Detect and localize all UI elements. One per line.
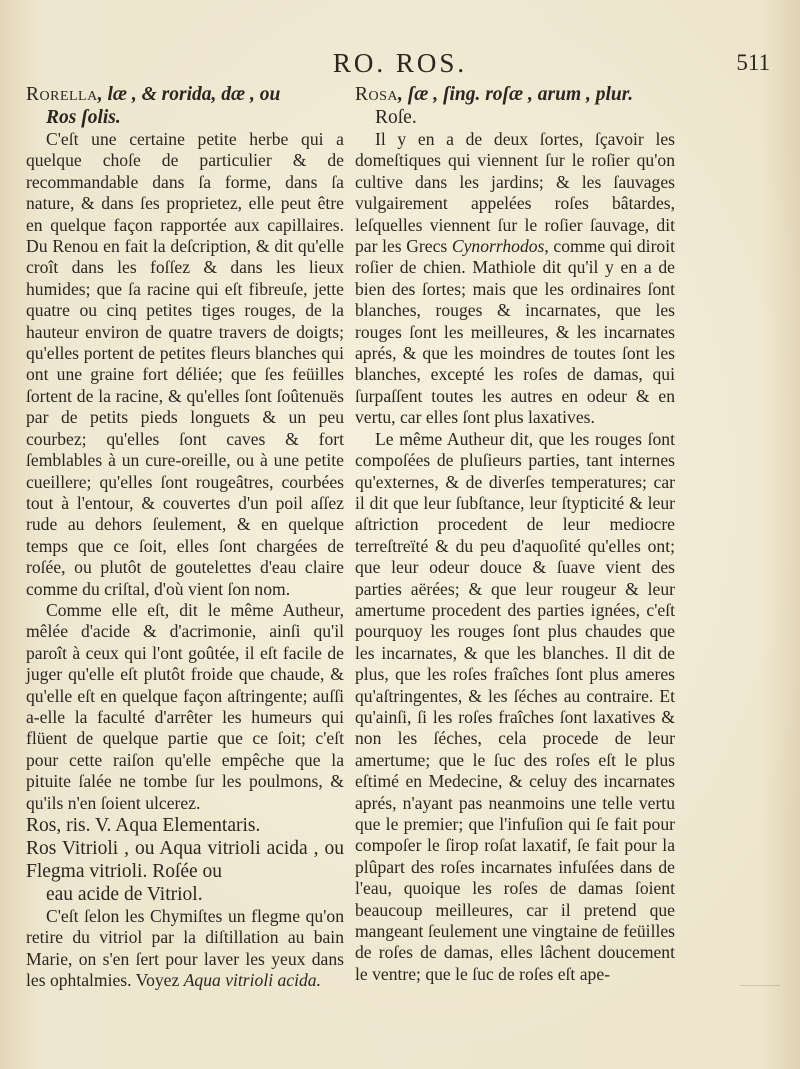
headword-translation: Roſe.	[375, 107, 417, 128]
right-column	[355, 83, 675, 985]
entry-heading-rosa	[355, 83, 675, 106]
entry-heading-line2	[26, 106, 344, 129]
entry-heading-ros	[26, 814, 344, 837]
entry-text-ros-vitrioli: C'eſt ſelon les Chymiſtes un flegme qu'on retire du vitriol par la diſtillation au bain Marie, on s'en ſert pour laver les yeux dans les ophtalmies. Voyez Aqua vitrioli acida.	[26, 906, 344, 991]
entry-text-rosa-1: Il y en a de deux ſortes, ſçavoir les domeſtiques qui viennent ſur le roſier qu'on cultive dans les jardins; & les ſauvages vulgairement appelées roſes bâtardes, leſquelles viennent ſur le roſier ſauvage, dit par les Grecs Cynorrhodos, comme qui diroit roſier de chien. Mathiole dit qu'il y en a de bien des ſortes; mais que les ordinaires ſont blanches, rouges & incarnates, que les rouges ſont les meilleures, & les incarnates aprés, & que les moindres de toutes ſont les blanches, excepté les roſes de damas, qui ſurpaſſent toutes les autres en odeur & en vertu, car elles ſont plus laxatives.	[355, 129, 676, 428]
greek-term: Cynorrhodos	[451, 236, 545, 257]
entry-heading-ros-vitrioli: Ros Vitrioli , ou Aqua vitrioli acida , ou Flegma vitrioli. Roſée ou	[26, 838, 344, 882]
see-also-reference: Aqua vitrioli acida.	[183, 970, 322, 991]
margin-mark	[740, 985, 780, 1006]
entry-text-rosa-2: Le même Autheur dit, que les rouges ſont compoſées de pluſieurs parties, tant internes qu'externes, & de diverſes temperatures; car il dit que leur ſubſtance, leur ſtypticité & leur aſtriction procedent de leur mediocre terreſtreïté & du peu d'aquoſité qu'elles ont; que leur odeur douce & ſuave vient des parties aërées; & que leur rougeur & leur amertume procedent des parties ignées, c'eſt pourquoy les rouges ſont plus chaudes que les incarnates, & que les blanches. Il dit de plus, que les roſes fraîches ſont plus ameres qu'aſtringentes, & les ſéches au contraire. Et qu'ainſi, ſi les roſes fraîches ſont laxatives & non les ſéches, cela procede de leur amertume; que le ſuc des roſes eſt le plus eſtimé en Medecine, & celuy des incarnates aprés, n'ayant pas neanmoins une telle vertu que le premier; que l'infuſion qui ſe fait pour compoſer le ſirop roſat laxatif, ſe fait pour la plûpart des roſes incarnates infuſées dans de l'eau, quoique les roſes de damas ſoient beaucoup meilleures, car il pretend que mangeant ſeulement une vingtaine de feüilles de roſes de damas, elles lâchent doucement le ventre; que le ſuc de roſes eſt ape-	[355, 428, 675, 984]
entry-text-rorella-2: Comme elle eſt, dit le même Autheur, mêlée d'acide & d'acrimonie, ainſi qu'il paroît à ceux qui l'ont goûtée, il eſt facile de juger qu'elle eſt plutôt froide que chaude, & qu'elle eſt en quelque façon aſtringente; auſſi a-elle la faculté d'arrêter les humeurs qui flüent de quelque partie que ce ſoit; c'eſt pour cette raiſon qu'elle empêche que la pituite ſalée ne tombe ſur les poulmons, & qu'ils n'en ſoient ulcerez.	[26, 599, 344, 813]
page-number: 511	[736, 50, 770, 75]
entry-heading-ros-vitrioli-line2: eau acide de Vitriol.	[46, 884, 203, 905]
left-column	[26, 83, 344, 992]
page-header	[0, 48, 800, 82]
cross-reference: Ros, ris. V. Aqua Elementaris.	[26, 815, 261, 836]
entry-text-rorella: C'eſt une certaine petite herbe qui a quelque choſe de particulier & de recommandable dans ſa forme, dans ſa nature, & dans ſes proprietez, elle peut être en quelque façon rapportée aux capillaires. Du Renou en fait la deſcription, & dit qu'elle croît dans les foſſez & dans les lieux humides; que ſa racine qui eſt fibreuſe, jette quatre ou cinq petites tiges rouges, de la hauteur environ de quatre travers de doigts; qu'elles portent de petites fleurs blanches qui ont une graine fort déliée; que ſes feüilles ſortent de la racine, & qu'elles ſont ſoûtenuës par de petits pieds longuets & un peu courbez; qu'elles ſont caves & fort ſemblables à un cure-oreille, ou à une petite cueillere; qu'elles ſont rougeâtres, courbées tout à l'entour, & couvertes d'un poil aſſez rude au dehors ſeulement, & en quelque temps que ce ſoit, elles ſont chargées de roſée, ou plutôt de goutelettes d'eau claire comme du criſtal, d'où vient ſon nom.	[26, 129, 344, 599]
running-title: RO. ROS.	[332, 48, 468, 78]
headword: Rorella	[26, 84, 98, 105]
headword-synonym: Ros ſolis.	[46, 107, 121, 128]
entry-heading-rorella	[26, 83, 344, 106]
headword: Rosa	[355, 84, 399, 105]
entry-heading-rosa-line2	[355, 106, 675, 129]
headword-variants: , ſæ , ſing. roſæ , arum , plur.	[398, 84, 634, 105]
headword-variants: , læ , & rorida, dæ , ou	[97, 84, 281, 105]
